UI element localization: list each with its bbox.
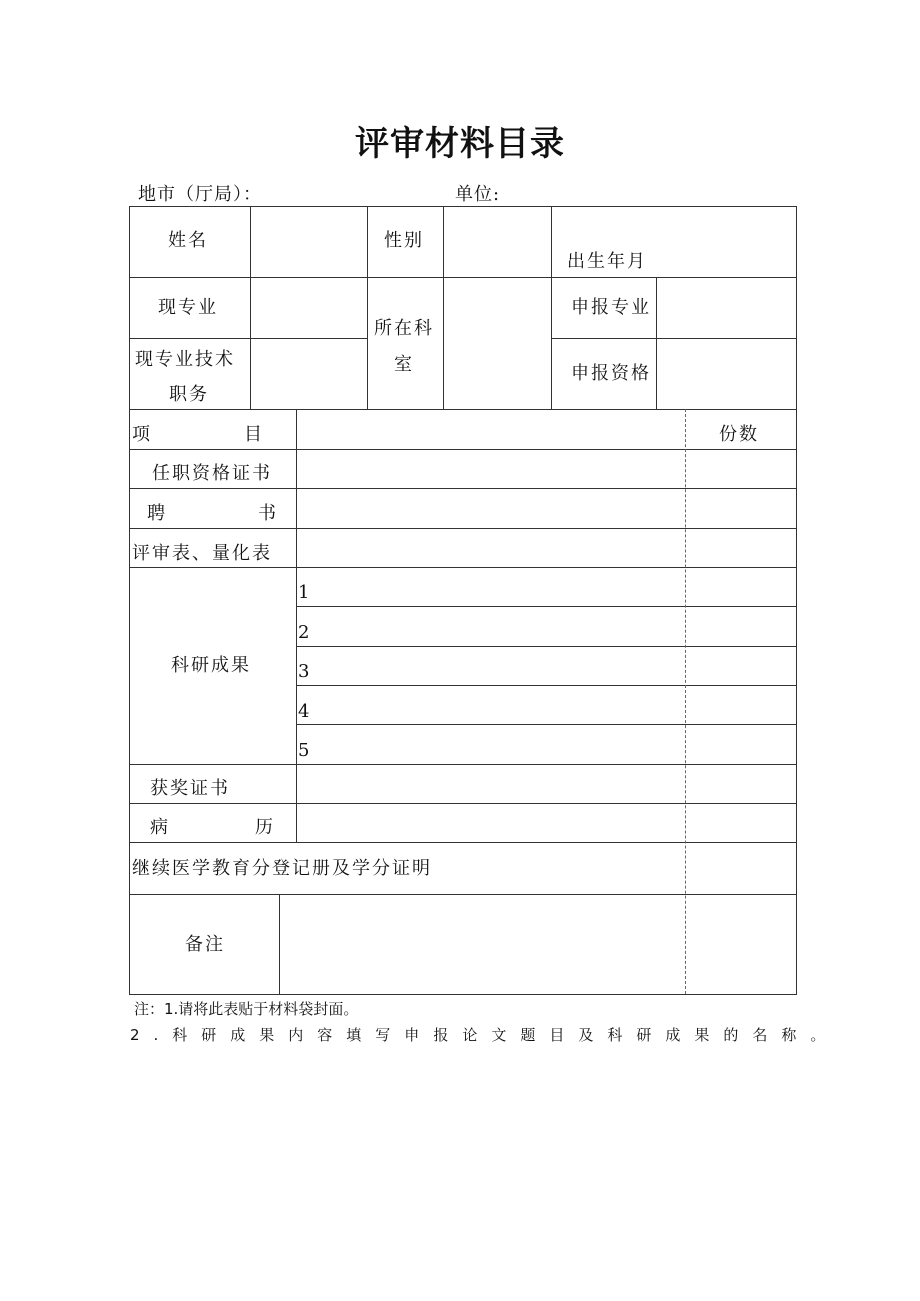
label-item-right: 目 bbox=[244, 424, 264, 445]
row-line bbox=[129, 488, 797, 489]
table-border-right bbox=[796, 206, 797, 994]
row-line bbox=[296, 724, 797, 725]
row-line bbox=[129, 277, 797, 278]
region-label: 地市（厅局）： bbox=[138, 184, 262, 205]
row-line bbox=[129, 409, 797, 410]
note-line-1: 注：1.请将此表贴于材料袋封面。 bbox=[134, 1000, 359, 1018]
row-line bbox=[129, 803, 797, 804]
col-line bbox=[250, 206, 251, 409]
row-line bbox=[129, 528, 797, 529]
label-department-2: 室 bbox=[394, 354, 414, 375]
research-row-number: 1 bbox=[298, 582, 312, 603]
label-review-forms: 评审表、量化表 bbox=[132, 543, 272, 564]
col-line bbox=[656, 277, 657, 409]
label-item-left: 项 bbox=[132, 424, 152, 445]
row-line bbox=[296, 606, 797, 607]
research-row-number: 2 bbox=[298, 622, 312, 643]
label-current-title-2: 职务 bbox=[169, 384, 209, 405]
label-copies: 份数 bbox=[719, 424, 759, 445]
row-line bbox=[129, 764, 797, 765]
row-line bbox=[129, 894, 797, 895]
label-research: 科研成果 bbox=[171, 655, 251, 676]
col-line bbox=[279, 894, 280, 994]
label-name: 姓名 bbox=[168, 230, 208, 251]
research-row-number: 4 bbox=[298, 701, 312, 722]
row-line bbox=[129, 842, 797, 843]
unit-label: 单位: bbox=[455, 184, 501, 205]
col-line bbox=[367, 206, 368, 409]
col-line bbox=[296, 409, 297, 842]
row-line bbox=[296, 685, 797, 686]
label-current-major: 现专业 bbox=[158, 297, 218, 318]
col-line bbox=[551, 206, 552, 409]
research-row-number: 3 bbox=[298, 661, 312, 682]
label-remarks: 备注 bbox=[185, 934, 225, 955]
label-birth: 出生年月 bbox=[567, 251, 647, 272]
research-row-number: 5 bbox=[298, 740, 312, 761]
label-cme: 继续医学教育分登记册及学分证明 bbox=[132, 858, 432, 879]
label-case-right: 历 bbox=[255, 817, 275, 838]
col-line bbox=[443, 206, 444, 409]
copies-col-line bbox=[685, 409, 686, 994]
label-apply-major: 申报专业 bbox=[571, 297, 651, 318]
table-border-left bbox=[129, 206, 130, 994]
label-apply-qualification: 申报资格 bbox=[571, 363, 651, 384]
row-line bbox=[129, 567, 797, 568]
page-title: 评审材料目录 bbox=[355, 124, 565, 164]
row-line bbox=[129, 338, 367, 339]
label-appoint-left: 聘 bbox=[147, 503, 167, 524]
label-case-left: 病 bbox=[150, 817, 170, 838]
label-gender: 性别 bbox=[384, 230, 424, 251]
row-line bbox=[129, 449, 797, 450]
label-appoint-right: 书 bbox=[258, 503, 278, 524]
table-border-top bbox=[129, 206, 797, 207]
label-awards: 获奖证书 bbox=[150, 778, 230, 799]
table-border-bottom bbox=[129, 994, 797, 995]
row-line bbox=[551, 338, 797, 339]
note-line-2: 2.科研成果内容填写申报论文题目及科研成果的名称。 bbox=[130, 1026, 840, 1044]
label-certificate: 任职资格证书 bbox=[152, 463, 272, 484]
label-department-1: 所在科 bbox=[374, 318, 434, 339]
label-current-title-1: 现专业技术 bbox=[135, 349, 235, 370]
row-line bbox=[296, 646, 797, 647]
